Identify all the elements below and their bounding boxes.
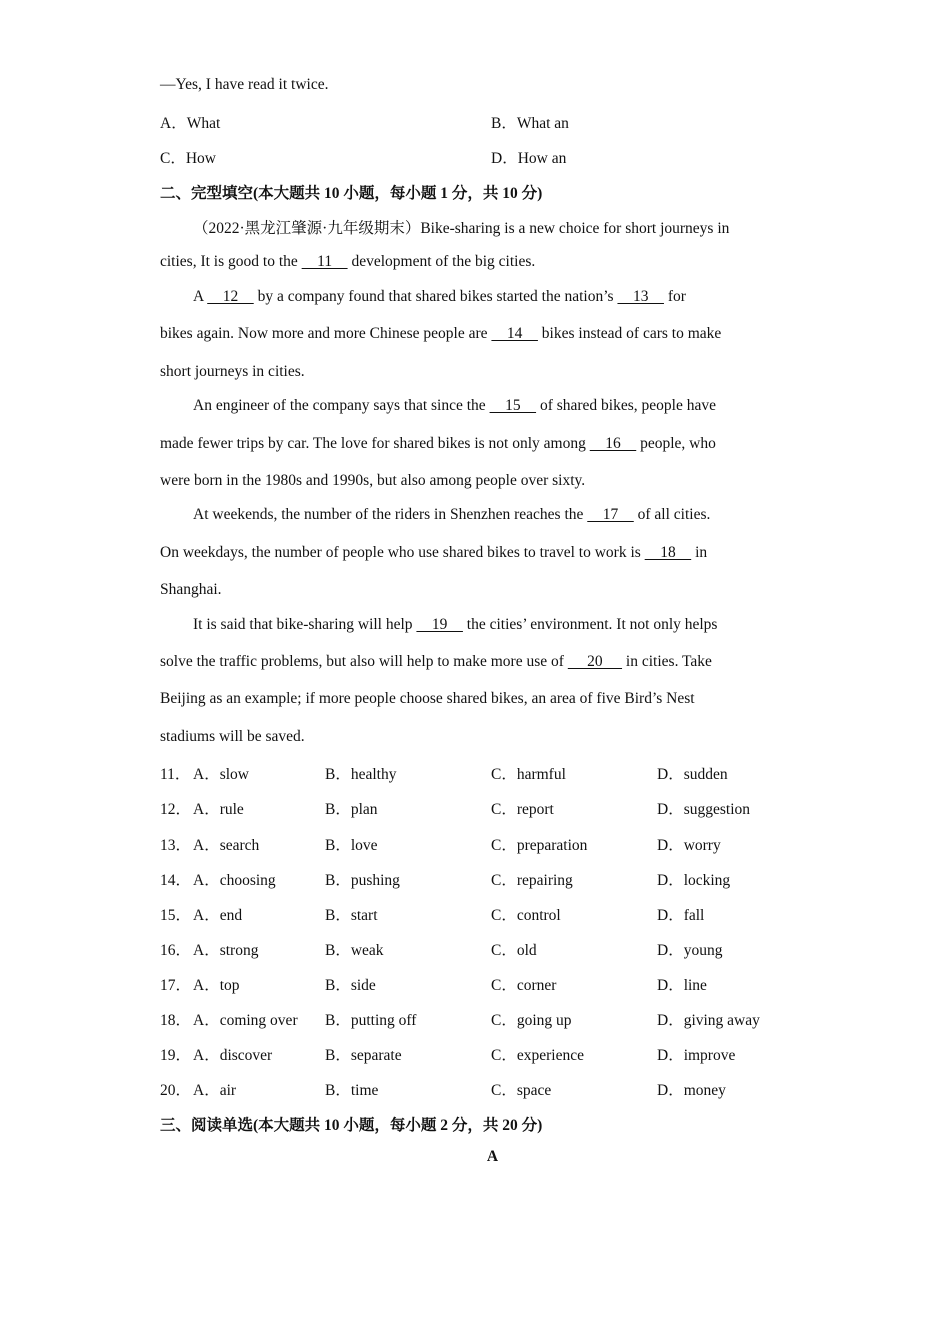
passage-text: the cities’ environment. It not only helps — [462, 616, 718, 633]
blank-17: 17 — [587, 506, 634, 523]
question-number: 17． — [160, 977, 192, 994]
choice-a: A．discover — [193, 1047, 273, 1064]
passage-line: were born in the 1980s and 1990s, but also among people over sixty. — [160, 472, 586, 489]
passage-text: At weekends, the number of the riders in Shenzhen reaches the — [193, 506, 588, 523]
passage-line — [193, 397, 716, 415]
choice-d: D．young — [657, 942, 723, 959]
choice-a: A．choosing — [193, 872, 276, 889]
question-number: 16． — [160, 942, 192, 959]
blank-20: 20 — [567, 653, 623, 670]
choice-b: B．putting off — [325, 1012, 417, 1029]
passage-line: Shanghai. — [160, 581, 222, 598]
passage-line — [160, 325, 721, 343]
choice-d: D．locking — [657, 872, 731, 889]
passage-line — [193, 506, 710, 524]
passage-text: development of the big cities. — [347, 253, 536, 270]
choice-c: C．repairing — [491, 872, 573, 889]
blank-19: 19 — [416, 616, 463, 633]
passage-line — [160, 544, 707, 562]
passage-text: An engineer of the company says that since the — [193, 397, 490, 414]
passage-label: A — [486, 1148, 499, 1165]
passage-text: in — [691, 544, 708, 561]
passage-text: On weekdays, the number of people who use shared bikes to travel to work is — [160, 544, 645, 561]
option-letter: A． — [160, 115, 187, 132]
passage-text: A — [193, 288, 208, 305]
option-letter: B． — [491, 115, 517, 132]
passage-line — [193, 288, 686, 306]
question-number: 20． — [160, 1082, 192, 1099]
passage-text: cities, It is good to the — [160, 253, 302, 270]
choice-b: B．start — [325, 907, 378, 924]
question-number: 19． — [160, 1047, 192, 1064]
passage-text: made fewer trips by car. The love for shared bikes is not only among — [160, 435, 590, 452]
choice-d: D．worry — [657, 837, 721, 854]
blank-11: 11 — [301, 253, 348, 270]
choice-a: A．coming over — [193, 1012, 298, 1029]
choice-d: D．suggestion — [657, 801, 751, 818]
choice-b: B．pushing — [325, 872, 400, 889]
option-b — [491, 111, 569, 133]
passage-text: solve the traffic problems, but also will help to make more use of — [160, 653, 568, 670]
choice-a: A．rule — [193, 801, 244, 818]
option-c — [160, 146, 216, 168]
option-d — [491, 146, 566, 168]
option-letter: D． — [491, 150, 518, 167]
option-text: What an — [516, 115, 569, 132]
choice-b: B．side — [325, 977, 376, 994]
choice-b: B．love — [325, 837, 378, 854]
choice-b: B．healthy — [325, 766, 397, 783]
question-number: 15． — [160, 907, 192, 924]
choice-a: A．top — [193, 977, 240, 994]
question-number: 13． — [160, 837, 192, 854]
blank-14: 14 — [491, 325, 538, 342]
choice-c: C．control — [491, 907, 561, 924]
passage-line — [160, 253, 535, 271]
choice-d: D．sudden — [657, 766, 728, 783]
choice-c: C．old — [491, 942, 537, 959]
choice-c: C．preparation — [491, 837, 588, 854]
passage-text: of all cities. — [633, 506, 711, 523]
choice-b: B．time — [325, 1082, 379, 1099]
section-heading-cloze: 二、完型填空(本大题共 10 小题，每小题 1 分，共 10 分) — [160, 185, 543, 202]
passage-text: for — [663, 288, 686, 305]
choice-d: D．fall — [657, 907, 705, 924]
choice-d: D．money — [657, 1082, 726, 1099]
passage-text: It is said that bike-sharing will help — [193, 616, 417, 633]
choice-c: C．space — [491, 1082, 552, 1099]
passage-text: people, who — [636, 435, 716, 452]
option-text: How an — [517, 150, 567, 167]
choice-b: B．weak — [325, 942, 384, 959]
passage-text: bikes instead of cars to make — [537, 325, 722, 342]
choice-a: A．air — [193, 1082, 237, 1099]
blank-13: 13 — [617, 288, 664, 305]
choice-d: D．improve — [657, 1047, 736, 1064]
choice-d: D．giving away — [657, 1012, 760, 1029]
choice-c: C．experience — [491, 1047, 584, 1064]
passage-line — [160, 653, 712, 671]
passage-text: in cities. Take — [622, 653, 712, 670]
passage-text: by a company found that shared bikes started the nation’s — [253, 288, 618, 305]
option-text: How — [185, 150, 216, 167]
choice-d: D．line — [657, 977, 707, 994]
choice-b: B．separate — [325, 1047, 402, 1064]
passage-text: of shared bikes, people have — [536, 397, 716, 414]
blank-18: 18 — [644, 544, 692, 561]
blank-12: 12 — [207, 288, 254, 305]
passage-line — [193, 616, 717, 634]
option-a — [160, 111, 220, 133]
question-number: 12． — [160, 801, 192, 818]
passage-line: short journeys in cities. — [160, 363, 305, 380]
passage-line: Beijing as an example; if more people choose shared bikes, an area of five Bird’s Nest — [160, 690, 695, 707]
option-letter: C． — [160, 150, 186, 167]
choice-a: A．slow — [193, 766, 249, 783]
choice-a: A．strong — [193, 942, 259, 959]
passage-text: Bike-sharing is a new choice for short journeys in — [420, 220, 730, 237]
dialog-reply: —Yes, I have read it twice. — [160, 76, 329, 93]
choice-c: C．going up — [491, 1012, 572, 1029]
choice-c: C．harmful — [491, 766, 566, 783]
passage-line — [160, 435, 716, 453]
source-note: （2022·黑龙江肇源·九年级期末） — [193, 220, 421, 237]
choice-a: A．search — [193, 837, 260, 854]
choice-c: C．report — [491, 801, 554, 818]
choice-c: C．corner — [491, 977, 557, 994]
blank-16: 16 — [589, 435, 637, 452]
question-number: 11． — [160, 766, 191, 783]
choice-b: B．plan — [325, 801, 378, 818]
passage-line: stadiums will be saved. — [160, 728, 305, 745]
blank-15: 15 — [489, 397, 537, 414]
passage-line — [193, 216, 729, 238]
question-number: 14． — [160, 872, 192, 889]
choice-a: A．end — [193, 907, 243, 924]
question-number: 18． — [160, 1012, 192, 1029]
option-text: What — [186, 115, 221, 132]
passage-text: bikes again. Now more and more Chinese people are — [160, 325, 492, 342]
section-heading-reading: 三、阅读单选(本大题共 10 小题，每小题 2 分，共 20 分) — [160, 1117, 543, 1134]
